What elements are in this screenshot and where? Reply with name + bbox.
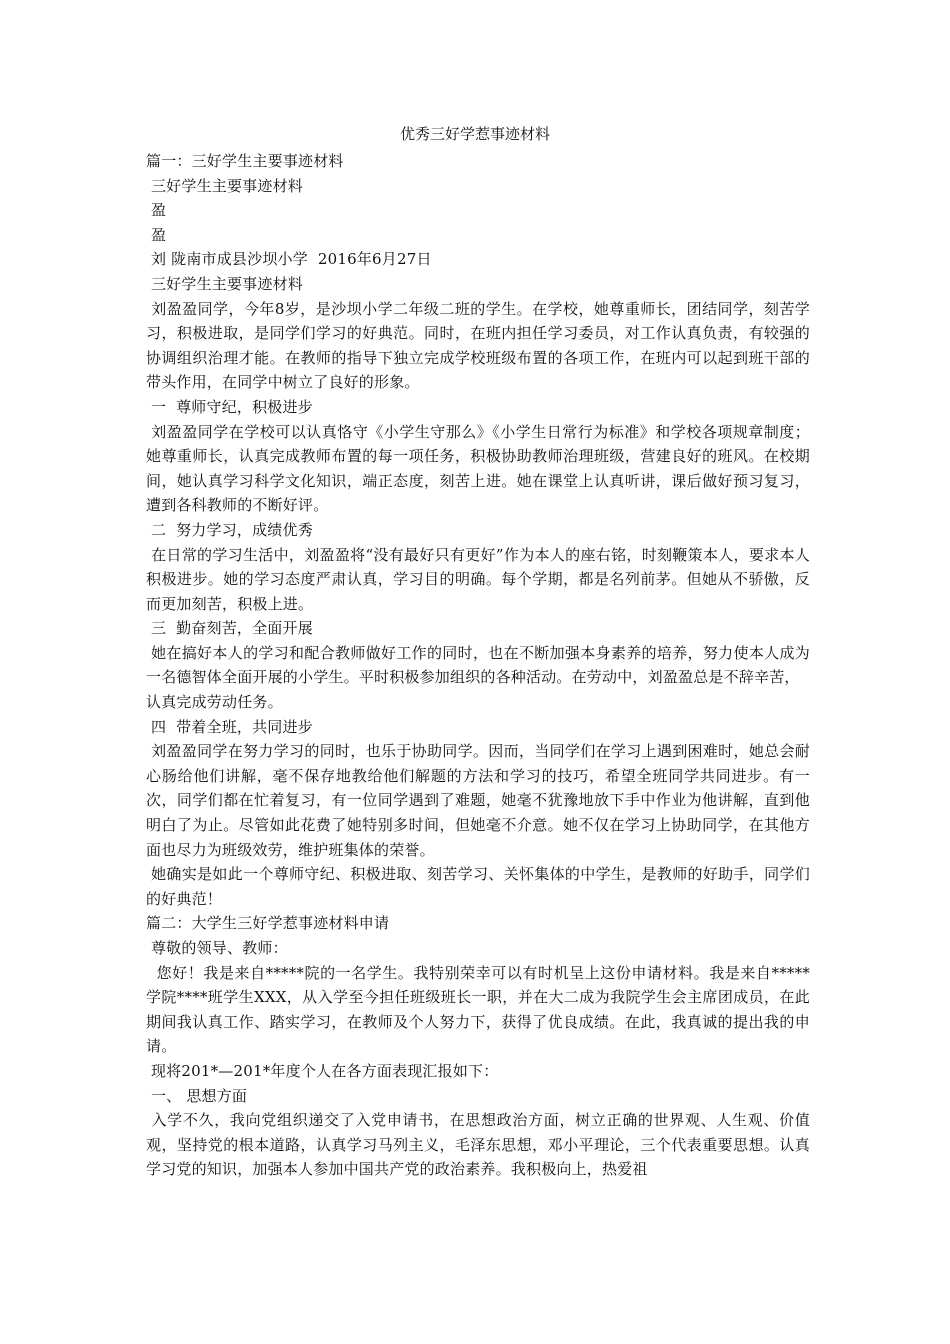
section-heading: 一 尊师守纪，积极进步: [146, 397, 313, 416]
subtitle: 三好学生主要事迹材料: [146, 274, 303, 293]
paragraph: 认真完成劳动任务。: [146, 693, 283, 712]
subtitle: 三好学生主要事迹材料: [146, 176, 303, 195]
section-heading: 二 努力学习，成绩优秀: [146, 520, 313, 539]
paragraph: 在日常的学习生活中，刘盈盈将“没有最好只有更好”作为本人的座右铭，时刻鞭策本人，要求本人积极进步。她的学习态度严肃认真，学习目的明确。每个学期，都是名列前茅。但她从不骄傲，反而更加刻苦，积极上进。: [146, 545, 810, 613]
paragraph: 您好！我是来自*****院的一名学生。我特别荣幸可以有时机呈上这份申请材料。我是来自*****学院****班学生XXX，从入学至今担任班级班长一职，并在大二成为我院学生会主席团成员，在此期间我认真工作、踏实学习，在教师及个人努力下，获得了优良成绩。在此，我真诚的提出我的申请。: [146, 963, 810, 1056]
paragraph: 刘盈盈同学，今年8岁，是沙坝小学二年级二班的学生。在学校，她尊重师长，团结同学，刻苦学习，积极进取，是同学们学习的好典范。同时，在班内担任学习委员，对工作认真负责，有较强的协调组织治理才能。在教师的指导下独立完成学校班级布置的各项工作，在班内可以起到班干部的带头作用，在同学中树立了良好的形象。: [146, 299, 811, 392]
paragraph: 她确实是如此一个尊师守纪、积极进取、刻苦学习、关怀集体的中学生，是教师的好助手，同学们的好典范！: [146, 865, 811, 908]
name-fragment: 盈: [146, 225, 167, 244]
paragraph: 刘盈盈同学在学校可以认真恪守《小学生守那么》《小学生日常行为标准》和学校各项规章制度；她尊重师长，认真完成教师布置的每一项任务，积极协助教师治理班级，营建良好的班风。在校期间，她认真学习科学文化知识，端正态度，刻苦上进。她在课堂上认真听讲，课后做好预习复习，遭到各科教师的不断好评。: [146, 422, 811, 515]
section-heading: 篇二：大学生三好学惹事迹材料申请: [146, 914, 390, 933]
document-body: [146, 149, 810, 1182]
document-title: 优秀三好学惹事迹材料: [399, 125, 550, 143]
paragraph: 入学不久，我向党组织递交了入党申请书，在思想政治方面，树立正确的世界观、人生观、价值观，坚持党的根本道路，认真学习马列主义，毛泽东思想，邓小平理论，三个代表重要思想。认真学习党的知识，加强本人参加中国共产党的政治素养。我积极向上，热爱祖: [146, 1111, 811, 1179]
name-fragment: 盈: [146, 201, 167, 220]
section-heading: 篇一：三好学生主要事迹材料: [146, 152, 344, 170]
paragraph: 现将201*—201*年度个人在各方面表现汇报如下：: [146, 1061, 499, 1080]
paragraph: 她在搞好本人的学习和配合教师做好工作的同时，也在不断加强本身素养的培养，努力使本人成为一名德智体全面开展的小学生。平时积极参加组织的各种活动。在劳动中，刘盈盈总是不辞辛苦，: [146, 643, 811, 687]
section-heading: 一、 思想方面: [146, 1086, 248, 1105]
section-heading: 三 勤奋刻苦，全面开展: [146, 619, 313, 638]
salutation: 尊敬的领导、教师：: [146, 939, 288, 957]
author-line: 刘 陇南市成县沙坝小学 2016年6月27日: [146, 250, 432, 269]
section-heading: 四 带着全班，共同进步: [146, 717, 313, 736]
paragraph: 刘盈盈同学在努力学习的同时，也乐于协助同学。因而，当同学们在学习上遇到困难时，她总会耐心肠给他们讲解，毫不保存地教给他们解题的方法和学习的技巧，希望全班同学共同进步。有一次，同学们都在忙着复习，有一位同学遇到了难题，她毫不犹豫地放下手中作业为他讲解，直到他明白了为止。尽管如此花费了她特别多时间，但她毫不介意。她不仅在学习上协助同学，在其他方面也尽力为班级效劳，维护班集体的荣誉。: [146, 742, 811, 859]
